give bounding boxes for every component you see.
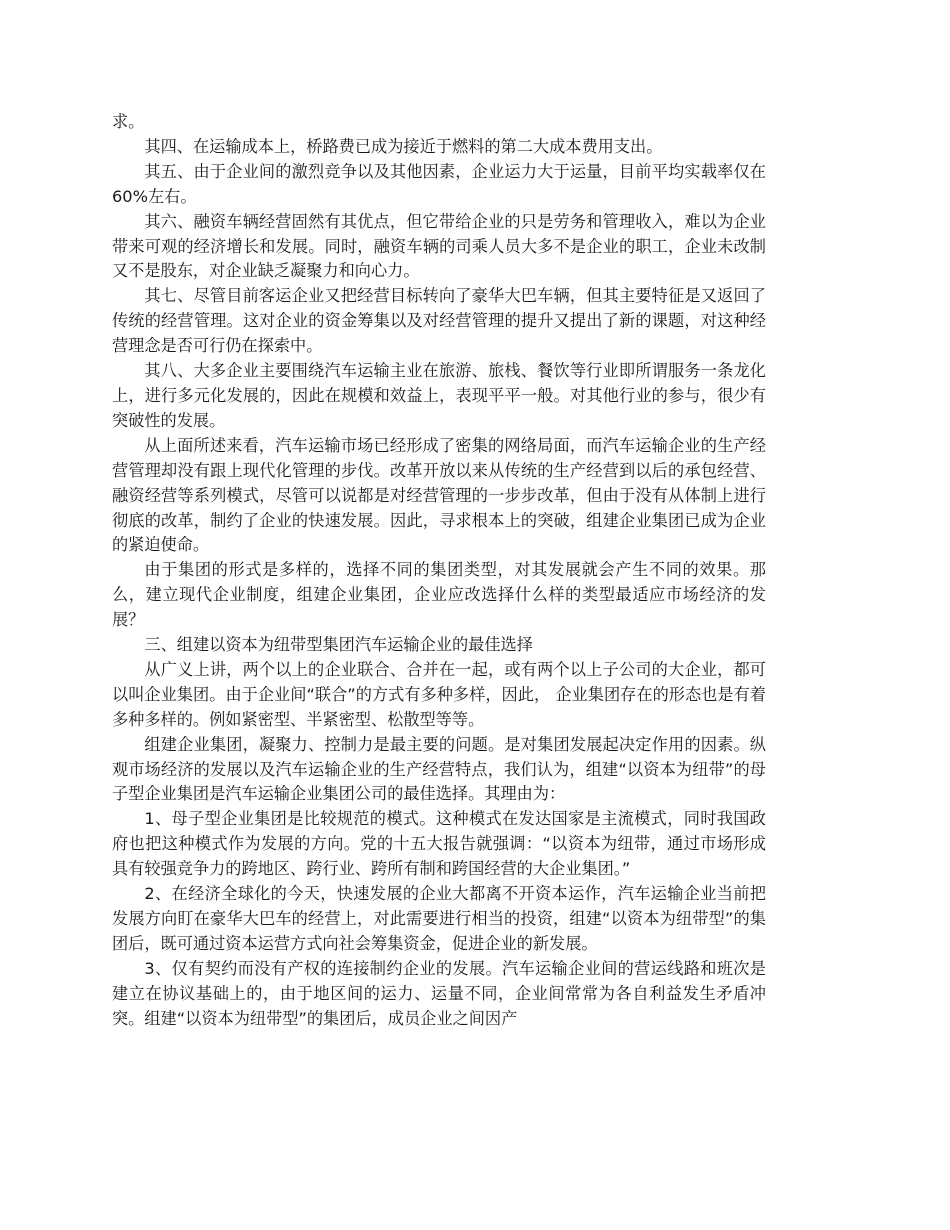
- paragraph-7: 由于集团的形式是多样的，选择不同的集团类型，对其发展就会产生不同的效果。那么，建立现代企业制度，组建企业集团，企业应改选择什么样的类型最适应市场经济的发展？: [112, 560, 766, 630]
- section-heading: 三、组建以资本为纽带型集团汽车运输企业的最佳选择: [144, 635, 533, 655]
- paragraph-3: 其六、融资车辆经营固然有其优点，但它带给企业的只是劳务和管理收入，难以为企业带来可观的经济增长和发展。同时，融资车辆的司乘人员大多不是企业的职工，企业未改制又不是股东，对企业缺乏凝聚力和向心力。: [112, 211, 766, 281]
- list-item-3: 3、仅有契约而没有产权的连接制约企业的发展。汽车运输企业间的营运线路和班次是建立在协议基础上的，由于地区间的运力、运量不同，企业间常常为各自利益发生矛盾冲突。组建“以资本为纽带型”的集团后，成员企业之间因产: [112, 958, 766, 1028]
- paragraph-2: 其五、由于企业间的激烈竞争以及其他因素，企业运力大于运量，目前平均实载率仅在60%左右。: [112, 161, 766, 206]
- paragraph-5: 其八、大多企业主要围绕汽车运输主业在旅游、旅栈、餐饮等行业即所谓服务一条龙化上，进行多元化发展的，因此在规模和效益上，表现平平一般。对其他行业的参与，很少有突破性的发展。: [112, 361, 766, 430]
- paragraph-1: 其四、在运输成本上，桥路费已成为接近于燃料的第二大成本费用支出。: [144, 136, 663, 156]
- paragraph-9: 从广义上讲，两个以上的企业联合、合并在一起，或有两个以上子公司的大企业，都可以叫企业集团。由于企业间“联合”的方式有多种多样，因此， 企业集团存在的形态也是有着多种多样的。例如紧密型、半紧密型、松散型等等。: [112, 659, 766, 729]
- paragraph-10: 组建企业集团，凝聚力、控制力是最主要的问题。是对集团发展起决定作用的因素。纵观市场经济的发展以及汽车运输企业的生产经营特点，我们认为，组建“以资本为纽带”的母子型企业集团是汽车运输企业集团公司的最佳选择。其理由为：: [112, 734, 766, 804]
- document-body: [112, 110, 766, 1032]
- paragraph-0: 求。: [112, 112, 145, 131]
- paragraph-6: 从上面所述来看，汽车运输市场已经形成了密集的网络局面，而汽车运输企业的生产经营管理却没有跟上现代化管理的步伐。改革开放以来从传统的生产经营到以后的承包经营、融资经营等系列模式，尽管可以说都是对经营管理的一步步改革，但由于没有从体制上进行彻底的改革，制约了企业的快速发展。因此，寻求根本上的突破，组建企业集团已成为企业的紧迫使命。: [112, 435, 766, 555]
- list-item-1: 1、母子型企业集团是比较规范的模式。这种模式在发达国家是主流模式，同时我国政府也把这种模式作为发展的方向。党的十五大报告就强调：“以资本为纽带，通过市场形成具有较强竞争力的跨地区、跨行业、跨所有制和跨国经营的大企业集团。”: [112, 809, 766, 879]
- paragraph-4: 其七、尽管目前客运企业又把经营目标转向了豪华大巴车辆，但其主要特征是又返回了传统的经营管理。这对企业的资金筹集以及对经营管理的提升又提出了新的课题，对这种经营理念是否可行仍在探索中。: [112, 286, 766, 356]
- list-item-2: 2、在经济全球化的今天，快速发展的企业大都离不开资本运作，汽车运输企业当前把发展方向盯在豪华大巴车的经营上，对此需要进行相当的投资，组建“以资本为纽带型”的集团后，既可通过资本运营方式向社会筹集资金，促进企业的新发展。: [112, 884, 766, 953]
